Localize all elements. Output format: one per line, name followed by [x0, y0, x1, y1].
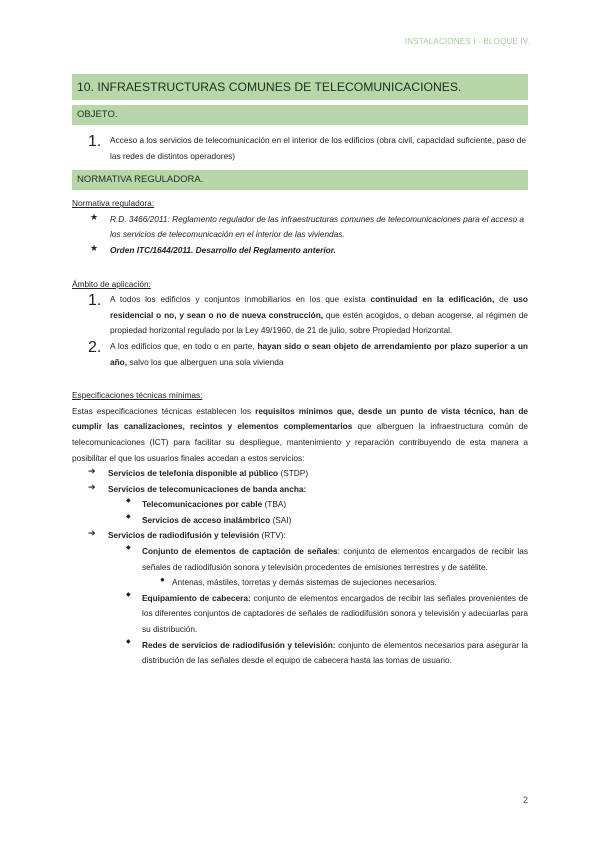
star-item-2: [72, 243, 528, 259]
list-text: A los edificios que, en todo o en parte, hayan sido o sean objeto de arrendamiento por plazo superior a un año, salvo los que alberguen una sola vivienda: [110, 340, 528, 367]
list-text: Servicios de telecomunicaciones de banda ancha:: [108, 483, 307, 494]
service-subitem-cabecera: [72, 591, 528, 638]
diamond-bullet-icon: ◆: [126, 591, 131, 598]
running-header: INSTALACIONES I - BLOQUE IV.: [404, 37, 530, 46]
arrow-right-icon: ➔: [88, 466, 96, 477]
list-text: A todos los edificios y conjuntos inmobiliarios en los que exista continuidad en la edificación, de uso residencial o no, y sean o no de nueva construcción, que estén acogidos, o deban acogerse, al régimen de propiedad horizontal regulado por la Ley 49/1960, de 21 de julio, sobre Propiedad Horizontal.: [110, 294, 528, 336]
section-heading-objeto: OBJETO.: [72, 105, 528, 125]
service-subitem-tba: [72, 497, 528, 513]
list-number: 1.: [88, 292, 102, 310]
especificaciones-intro: Estas especificaciones técnicas establecen los requisitos mínimos que, desde un punto de vista técnico, han de cumplir las canalizaciones, recintos y elementos complementarios que alberguen la infraestructura común de telecomunicaciones (ICT) para facilitar su despliegue, mantenimiento y reparación contribuyendo de esta manera a posibilitar el que los usuarios finales accedan a estos servicios:: [72, 405, 529, 463]
dot-bullet-icon: ●: [160, 575, 165, 585]
list-text: Equipamiento de cabecera: conjunto de elementos encargados de recibir las señales provenientes de los diferentes conjuntos de captadores de señales de radiodifusión sonora y televisión y adecuarlas para su distribución.: [142, 592, 528, 635]
list-text: Telecomunicaciones por cable (TBA): [142, 499, 287, 510]
service-item-banda-ancha: [72, 482, 528, 498]
list-text: Orden ITC/1644/2011. Desarrollo del Reglamento anterior.: [110, 244, 336, 255]
objeto-item-1: [72, 133, 528, 164]
list-text: Servicios de acceso inalámbrico (SAI): [142, 514, 292, 525]
service-item-rtv: [72, 528, 528, 544]
arrow-right-icon: ➔: [88, 481, 96, 492]
service-subitem-sai: [72, 513, 528, 529]
diamond-bullet-icon: ◆: [126, 545, 131, 552]
star-icon: ★: [90, 242, 99, 253]
diamond-bullet-icon: ◆: [126, 513, 131, 520]
list-number: 2.: [88, 338, 102, 356]
arrow-right-icon: ➔: [88, 528, 96, 539]
list-text: Servicios de radiodifusión y televisión (RTV):: [108, 530, 286, 541]
page-content: [72, 74, 528, 669]
section-heading-normativa: NORMATIVA REGULADORA.: [72, 170, 528, 190]
subheading-especificaciones: Especificaciones técnicas mínimas:: [72, 390, 203, 401]
service-subsubitem-antenas: [72, 575, 528, 591]
list-text: Redes de servicios de radiodifusión y televisión: conjunto de elementos necesarios para asegurar la distribución de las señales desde el equipo de cabecera hasta las tomas de usuario.: [142, 639, 528, 666]
star-item-1: [72, 212, 528, 243]
service-subitem-captacion: [72, 544, 528, 575]
subheading-ambito: Ámbito de aplicación:: [72, 278, 151, 289]
star-icon: ★: [90, 211, 99, 222]
subheading-normativa: Normativa reguladora:: [72, 198, 155, 209]
chapter-title: 10. INFRAESTRUCTURAS COMUNES DE TELECOMUNICACIONES.: [72, 74, 528, 100]
diamond-bullet-icon: ◆: [126, 638, 131, 645]
list-text: Antenas, mástiles, torretas y demás sistemas de sujeciones necesarios.: [172, 577, 437, 588]
service-subitem-redes: [72, 638, 528, 669]
page-number: 2: [522, 795, 528, 805]
list-text: Conjunto de elementos de captación de señales: conjunto de elementos encargados de recibir las señales de radiodifusión sonora y televisión procedentes de emisiones terrestres y de satélite.: [142, 546, 528, 572]
list-text: Servicios de telefonía disponible al público (STDP): [108, 468, 309, 479]
ambito-item-2: [72, 339, 528, 370]
list-number: 1.: [88, 133, 102, 150]
list-text: R.D. 3466/2011: Reglamento regulador de las infraestructuras comunes de telecomunicaciones para el acceso a los servicios de telecomunicación en el interior de las viviendas.: [110, 213, 525, 240]
list-text: Acceso a los servicios de telecomunicación en el interior de los edificios (obra civil, capacidad suficiente, paso de las redes de distintos operadores): [110, 135, 526, 161]
ambito-item-1: [72, 292, 528, 339]
service-item-stdp: [72, 466, 528, 482]
diamond-bullet-icon: ◆: [126, 498, 131, 505]
